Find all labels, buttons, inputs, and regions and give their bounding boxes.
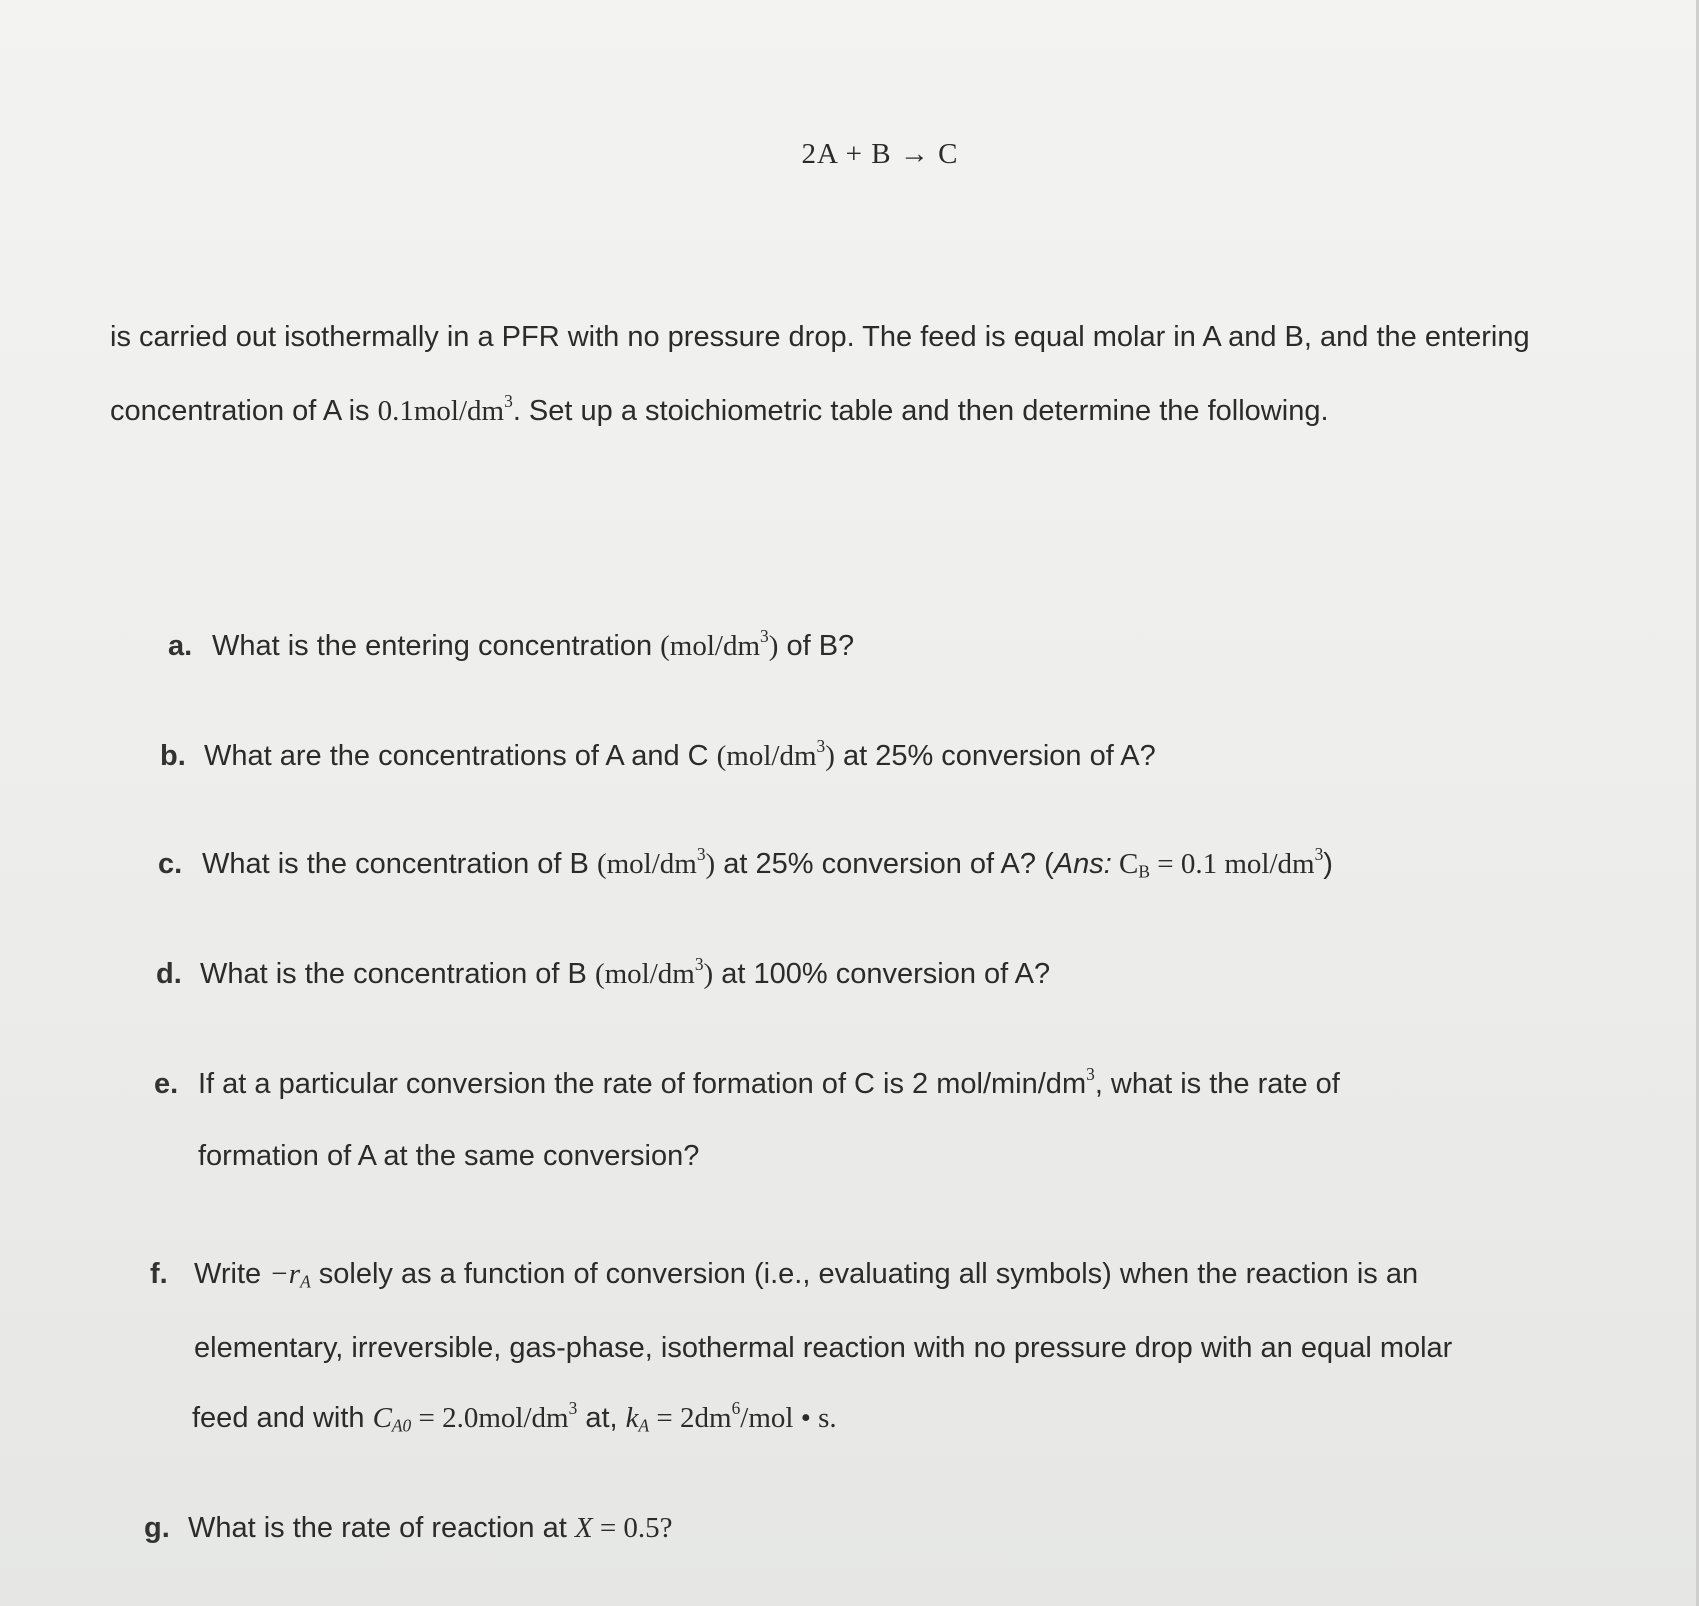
intro-concentration: $0.1mol/dm^3$ xyxy=(377,390,513,427)
question-f: f. Write $-r_A$ solely as a function of conversion (i.e., evaluating all symbols) when the reaction is an xyxy=(150,1258,1419,1292)
question-a: a. What is the entering concentration $(mol/dm^3)$ of B? xyxy=(168,625,855,662)
rate-symbol: $-r_A$ xyxy=(269,1258,311,1292)
answer-value: $C_B = 0.1$ mol/$dm^3$ xyxy=(1111,843,1324,882)
reaction-equation: 2A + B → C xyxy=(801,138,959,170)
problem-statement xyxy=(110,300,1610,448)
unit: $(mol/dm^3)$ xyxy=(594,953,714,990)
unit: $(mol/dm^3)$ xyxy=(596,843,716,880)
question-letter: b. xyxy=(160,740,186,772)
question-letter: d. xyxy=(156,958,182,990)
question-f-line2: elementary, irreversible, gas-phase, isothermal reaction with no pressure drop with an equal molar xyxy=(194,1332,1453,1364)
question-letter: f. xyxy=(150,1258,168,1290)
question-b: b. What are the concentrations of A and C $(mol/dm^3)$ at 25% conversion of A? xyxy=(160,735,1156,772)
question-g: g. What is the rate of reaction at X = 0.5? xyxy=(144,1512,673,1544)
x-symbol: X xyxy=(574,1512,593,1544)
question-letter: a. xyxy=(168,630,193,662)
unit: $(mol/dm^3)$ xyxy=(660,625,779,662)
question-d: d. What is the concentration of B $(mol/dm^3)$ at 100% conversion of A? xyxy=(156,953,1051,990)
question-letter: e. xyxy=(154,1068,179,1100)
question-c: c. What is the concentration of B $(mol/dm^3)$ at 25% conversion of A? (Ans: $C_B = 0.1$ mol/$dm^3$) xyxy=(158,843,1333,882)
question-e-line2: formation of A at the same conversion? xyxy=(198,1140,700,1172)
question-f-line3: feed and with $C_{A0} = 2.0mol/dm^3$ at, $k_A = 2dm^6/mol$ • s. xyxy=(192,1397,837,1436)
question-letter: g. xyxy=(144,1512,170,1544)
ca0-symbol: $C_{A0}$ xyxy=(372,1402,412,1436)
intro-text-1: is carried out isothermally in a PFR with no pressure drop. The feed is equal molar in A and B, and the entering concentration of A is xyxy=(110,321,1530,427)
unit: $(mol/dm^3)$ xyxy=(716,735,835,772)
question-letter: c. xyxy=(158,848,183,880)
question-e: e. If at a particular conversion the rate of formation of C is 2 mol/$\min/dm^3$, what is the rate of xyxy=(154,1063,1340,1100)
intro-text-2: . Set up a stoichiometric table and then determine the following. xyxy=(512,395,1329,427)
answer-label: Ans: xyxy=(1053,848,1112,880)
ka-symbol: $k_A$ xyxy=(625,1402,650,1436)
